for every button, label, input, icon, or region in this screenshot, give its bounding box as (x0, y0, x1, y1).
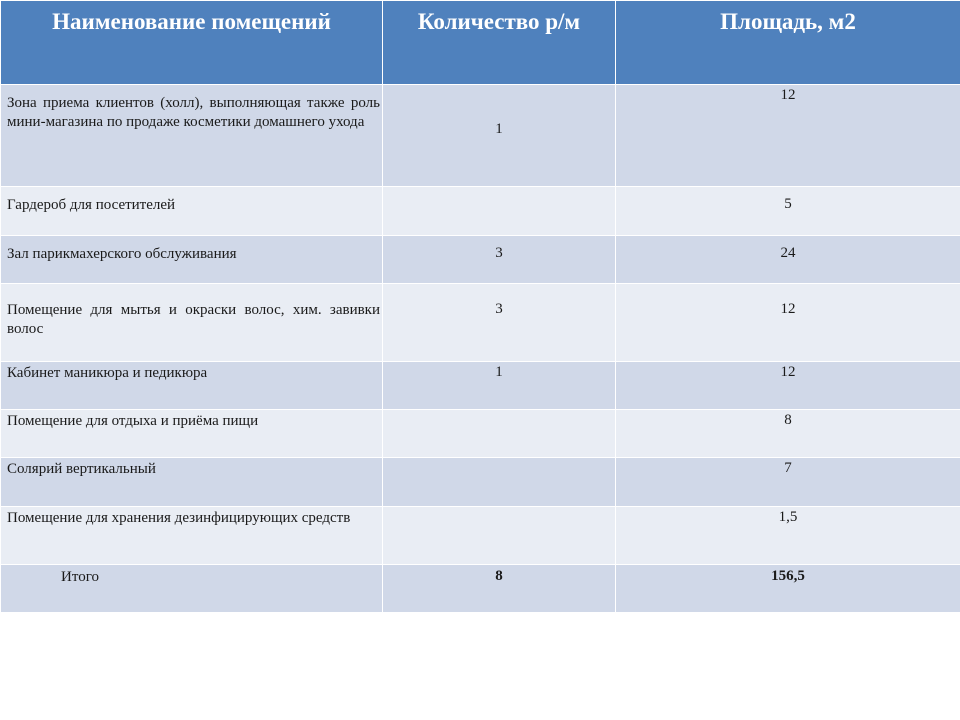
room-area: 12 (616, 362, 960, 410)
room-qty: 3 (383, 284, 616, 362)
room-area: 12 (616, 284, 960, 362)
table-row (1, 458, 960, 507)
room-qty (383, 187, 616, 236)
room-qty: 1 (383, 85, 616, 187)
room-area: 5 (616, 187, 960, 236)
header-qty: Количество р/м (383, 1, 616, 85)
room-qty (383, 410, 616, 458)
room-name: Кабинет маникюра и педикюра (1, 362, 383, 410)
room-name: Зона приема клиентов (холл), выполняющая также роль мини-магазина по продаже косметики домашнего ухода (1, 85, 383, 187)
room-name: Зал парикмахерского обслуживания (1, 236, 383, 284)
total-row (1, 565, 960, 613)
room-qty: 1 (383, 362, 616, 410)
table-row (1, 85, 960, 187)
table-row (1, 362, 960, 410)
table-row (1, 236, 960, 284)
room-name: Помещение для отдыха и приёма пищи (1, 410, 383, 458)
room-area: 8 (616, 410, 960, 458)
header-row (1, 1, 960, 85)
room-area: 1,5 (616, 507, 960, 565)
header-area: Площадь, м2 (616, 1, 960, 85)
table-row (1, 410, 960, 458)
total-qty: 8 (383, 565, 616, 613)
total-area: 156,5 (616, 565, 960, 613)
room-qty (383, 507, 616, 565)
room-area: 24 (616, 236, 960, 284)
table-row (1, 187, 960, 236)
table-row (1, 284, 960, 362)
room-area: 7 (616, 458, 960, 507)
room-name: Гардероб для посетителей (1, 187, 383, 236)
room-name: Помещение для мытья и окраски волос, хим. завивки волос (1, 284, 383, 362)
room-name: Солярий вертикальный (1, 458, 383, 507)
header-name: Наименование помещений (1, 1, 383, 85)
room-name: Помещение для хранения дезинфицирующих средств (1, 507, 383, 565)
table-row (1, 507, 960, 565)
room-qty: 3 (383, 236, 616, 284)
room-area: 12 (616, 85, 960, 187)
total-label: Итого (1, 565, 383, 613)
room-qty (383, 458, 616, 507)
